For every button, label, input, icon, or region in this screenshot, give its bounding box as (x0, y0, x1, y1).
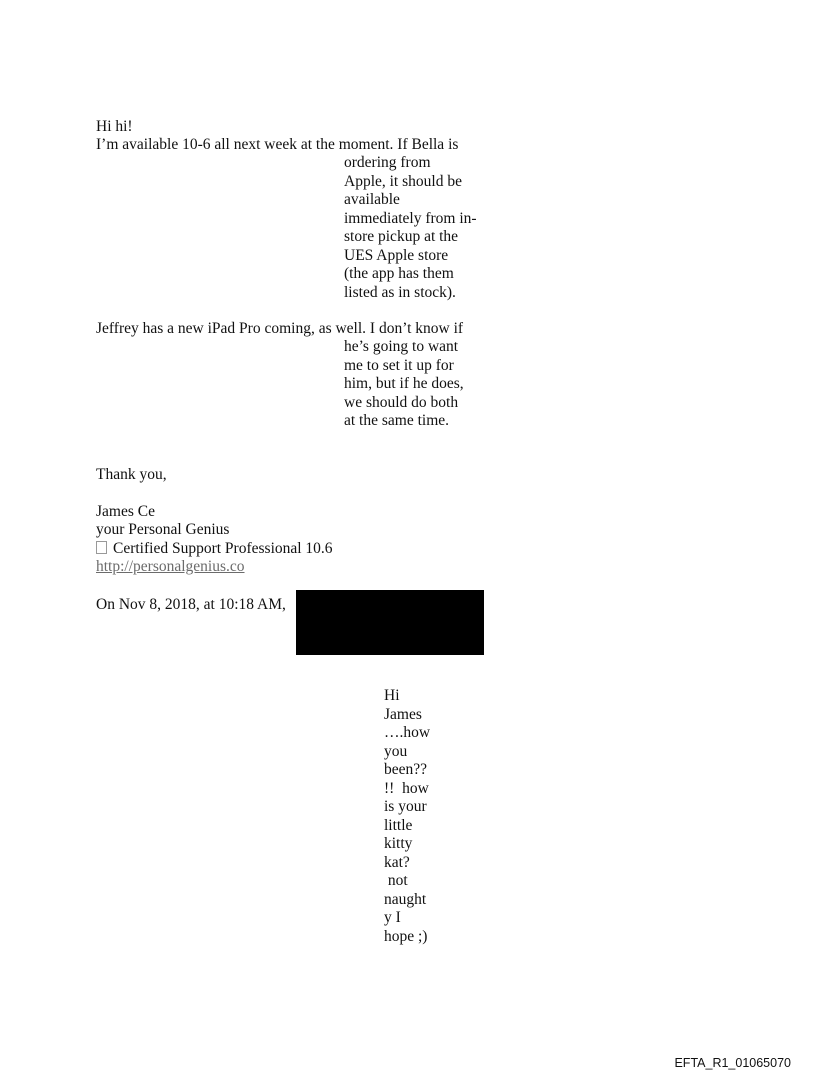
quoted-line: !! how (384, 779, 429, 797)
paragraph-1-line: store pickup at the (344, 228, 459, 245)
paragraph-1-continuation (344, 154, 477, 302)
missing-glyph-icon (96, 541, 107, 554)
paragraph-2-lead: Jeffrey has a new iPad Pro coming, as well. I don’t know if (96, 320, 464, 337)
paragraph-1-line: immediately from in- (344, 209, 477, 227)
quoted-line: not (384, 872, 408, 889)
paragraph-1-line: ordering from (344, 154, 431, 171)
paragraph-2-line: him, but if he does, (344, 375, 464, 392)
bates-number: EFTA_R1_01065070 (674, 1056, 791, 1070)
signature-cert (96, 540, 333, 559)
paragraph-1-line: Apple, it should be (344, 172, 462, 190)
signature-url-line (96, 558, 245, 577)
paragraph-2-line: at the same time. (344, 412, 450, 429)
quoted-line: little (384, 816, 413, 834)
paragraph-2-line: me to set it up for (344, 356, 454, 374)
quoted-line: been?? (384, 761, 428, 778)
redaction-box (296, 590, 484, 655)
signature-title: your Personal Genius (96, 521, 230, 538)
quoted-line: you (384, 742, 408, 760)
paragraph-1-line: UES Apple store (344, 246, 449, 264)
quoted-line: kat? (384, 853, 410, 871)
quoted-line: is your (384, 798, 427, 815)
signature-cert-text: Certified Support Professional 10.6 (113, 540, 333, 557)
paragraph-1-lead: I’m available 10-6 all next week at the moment. If Bella is (96, 136, 459, 153)
paragraph-2-line: we should do both (344, 393, 459, 411)
greeting: Hi hi! (96, 118, 133, 135)
signature-url-link[interactable]: http://personalgenius.co (96, 558, 245, 575)
paragraph-1-line: available (344, 191, 400, 208)
signature-name: James Ce (96, 503, 155, 520)
quoted-message (384, 687, 430, 946)
quoted-line: ….how (384, 724, 431, 741)
quoted-line: kitty (384, 835, 413, 852)
paragraph-1-line: listed as in stock). (344, 283, 456, 301)
paragraph-1-line: (the app has them (344, 265, 454, 282)
quoted-line: James (384, 705, 422, 723)
quoted-line: hope ;) (384, 927, 428, 945)
quoted-line: naught (384, 890, 427, 908)
paragraph-2-line: he’s going to want (344, 338, 459, 355)
quoted-line: Hi (384, 687, 400, 704)
signoff: Thank you, (96, 466, 167, 483)
quoted-line: y I (384, 909, 401, 926)
quote-header: On Nov 8, 2018, at 10:18 AM, (96, 596, 286, 613)
paragraph-2-continuation (344, 338, 464, 431)
